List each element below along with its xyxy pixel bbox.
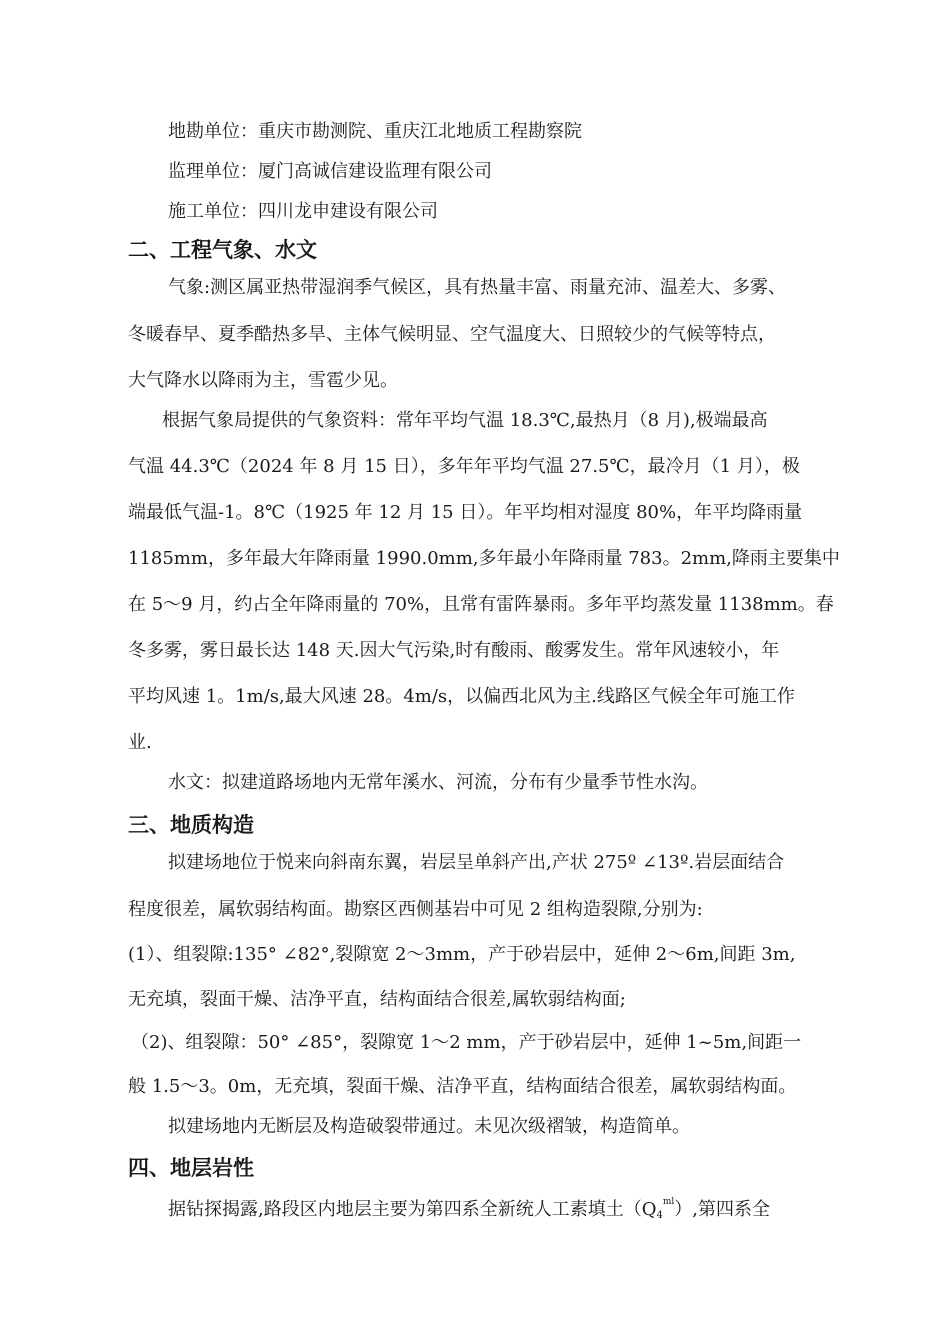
structure-paragraph-line: 拟建场地位于悦来向斜南东翼，岩层呈单斜产出,产状 275º ∠13º.岩层面结合 [168, 852, 785, 873]
climate-data-line: 冬多雾，雾日最长达 148 天.因大气污染,时有酸雨、酸雾发生。常年风速较小，年 [128, 640, 780, 661]
stratigraphy-paragraph-line [168, 1197, 770, 1226]
climate-paragraph-line: 气象:测区属亚热带湿润季气候区，具有热量丰富、雨量充沛、温差大、多雾、 [168, 277, 787, 298]
climate-data-line: 气温 44.3℃（2024 年 8 月 15 日），多年年平均气温 27.5℃，最冷月（1 月），极 [128, 456, 800, 477]
climate-paragraph-line: 冬暖春早、夏季酷热多旱、主体气候明显、空气温度大、日照较少的气候等特点， [128, 324, 776, 345]
section-heading-stratigraphy: 四、地层岩性 [128, 1156, 254, 1180]
formula-subscript: 4 [656, 1210, 663, 1221]
fracture-set-1-line: (1）、组裂隙:135° ∠82°,裂隙宽 2～3mm，产于砂岩层中，延伸 2～6m,间距 3m, [128, 944, 796, 965]
survey-unit-line: 地勘单位：重庆市勘测院、重庆江北地质工程勘察院 [168, 121, 582, 142]
section-heading-geologic-structure: 三、地质构造 [128, 813, 254, 837]
formula-superscript: ml [662, 1197, 675, 1207]
climate-data-line: 平均风速 1。1m/s,最大风速 28。4m/s，以偏西北风为主.线路区气候全年可施工作 [128, 686, 795, 707]
hydrology-paragraph: 水文：拟建道路场地内无常年溪水、河流，分布有少量季节性水沟。 [168, 772, 708, 793]
climate-data-line: 1185mm，多年最大年降雨量 1990.0mm,多年最小年降雨量 783。2mm,降雨主要集中 [128, 548, 840, 569]
fracture-set-1-line: 无充填，裂面干燥、洁净平直，结构面结合很差,属软弱结构面; [128, 989, 626, 1010]
construction-unit-line: 施工单位：四川龙申建设有限公司 [168, 201, 438, 222]
climate-data-line: 在 5～9 月，约占全年降雨量的 70%，且常有雷阵暴雨。多年平均蒸发量 1138mm。春 [128, 594, 834, 615]
climate-data-line: 业. [128, 732, 152, 753]
climate-data-line: 端最低气温-1。8℃（1925 年 12 月 15 日）。年平均相对湿度 80%，年平均降雨量 [128, 502, 803, 523]
stratigraphy-text-start: 据钻探揭露,路段区内地层主要为第四系全新统人工素填土（Q [168, 1199, 657, 1220]
section-heading-climate-hydrology: 二、工程气象、水文 [128, 238, 317, 262]
supervision-unit-line: 监理单位：厦门高诚信建设监理有限公司 [168, 161, 492, 182]
fracture-set-2-line: 般 1.5～3。0m，无充填，裂面干燥、洁净平直，结构面结合很差，属软弱结构面。 [128, 1076, 797, 1097]
fracture-set-2-line: （2)、组裂隙：50° ∠85°，裂隙宽 1～2 mm，产于砂岩层中，延伸 1~5m,间距一 [131, 1032, 802, 1053]
structure-paragraph-line: 程度很差，属软弱结构面。勘察区西侧基岩中可见 2 组构造裂隙,分别为: [128, 899, 703, 920]
climate-paragraph-line: 大气降水以降雨为主，雪雹少见。 [128, 370, 398, 391]
climate-data-line: 根据气象局提供的气象资料：常年平均气温 18.3℃,最热月（8 月),极端最高 [162, 410, 768, 431]
stratigraphy-text-end: ）,第四系全 [674, 1199, 771, 1220]
structure-summary-line: 拟建场地内无断层及构造破裂带通过。未见次级褶皱，构造简单。 [168, 1116, 690, 1137]
